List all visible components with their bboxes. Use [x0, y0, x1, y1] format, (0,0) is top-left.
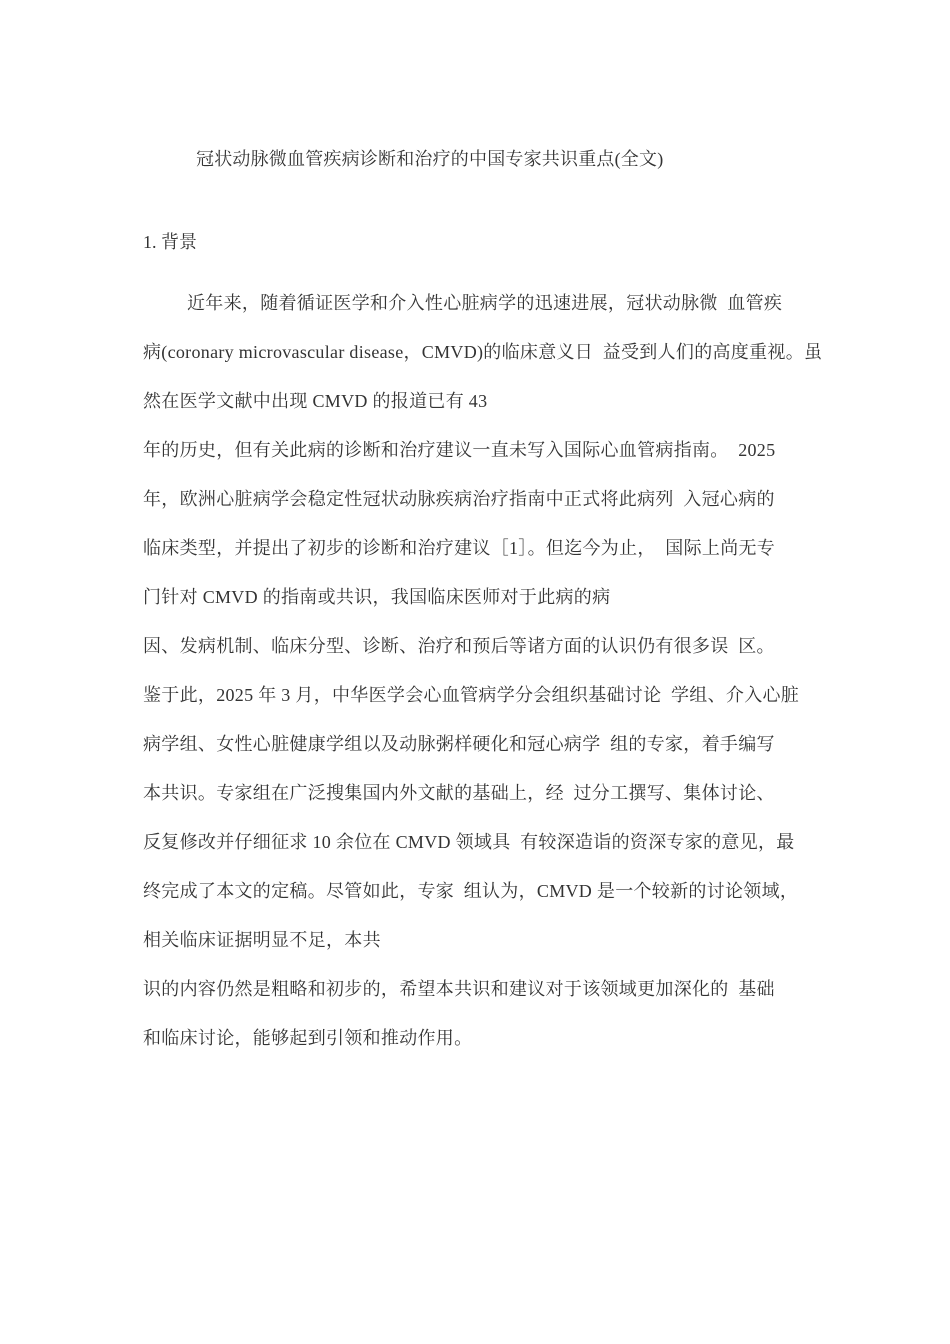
paragraph-line: 本共识。专家组在广泛搜集国内外文献的基础上，经 过分工撰写、集体讨论、 [143, 783, 775, 803]
paragraph-line: 年的历史，但有关此病的诊断和治疗建议一直未写入国际心血管病指南。 2025 [143, 440, 776, 460]
paragraph-line: 临床类型，并提出了初步的诊断和治疗建议［1］。但迄今为止， 国际上尚无专 [143, 538, 776, 558]
paragraph-line: 病学组、女性心脏健康学组以及动脉粥样硬化和冠心病学 组的专家，着手编写 [143, 734, 775, 754]
section-heading: 1. 背景 [143, 232, 197, 252]
paragraph-line: 因、发病机制、临床分型、诊断、治疗和预后等诸方面的认识仍有很多误 区。 [143, 636, 775, 656]
paragraph-line: 识的内容仍然是粗略和初步的，希望本共识和建议对于该领域更加深化的 基础 [143, 979, 775, 999]
paragraph-line: 终完成了本文的定稿。尽管如此，专家 组认为，CMVD 是一个较新的讨论领域， [143, 881, 799, 901]
paragraph-line: 鉴于此，2025 年 3 月，中华医学会心血管病学分会组织基础讨论 学组、介入心脏 [143, 685, 800, 705]
paragraph-line: 病(coronary microvascular disease，CMVD)的临床意义日 益受到人们的高度重视。虽 [143, 342, 823, 362]
paragraph-line: 相关临床证据明显不足，本共 [143, 930, 381, 950]
paragraph-line: 反复修改并仔细征求 10 余位在 CMVD 领域具 有较深造诣的资深专家的意见，最 [143, 832, 795, 852]
paragraph-line: 和临床讨论，能够起到引领和推动作用。 [143, 1028, 473, 1048]
paragraph-line: 近年来，随着循证医学和介入性心脏病学的迅速进展，冠状动脉微 血管疾 [187, 293, 783, 313]
paragraph-line: 然在医学文献中出现 CMVD 的报道已有 43 [143, 391, 488, 411]
paragraph-line: 门针对 CMVD 的指南或共识，我国临床医师对于此病的病 [143, 587, 611, 607]
paragraph-line: 年，欧洲心脏病学会稳定性冠状动脉疾病治疗指南中正式将此病列 入冠心病的 [143, 489, 775, 509]
document-title: 冠状动脉微血管疾病诊断和治疗的中国专家共识重点(全文) [196, 149, 664, 169]
